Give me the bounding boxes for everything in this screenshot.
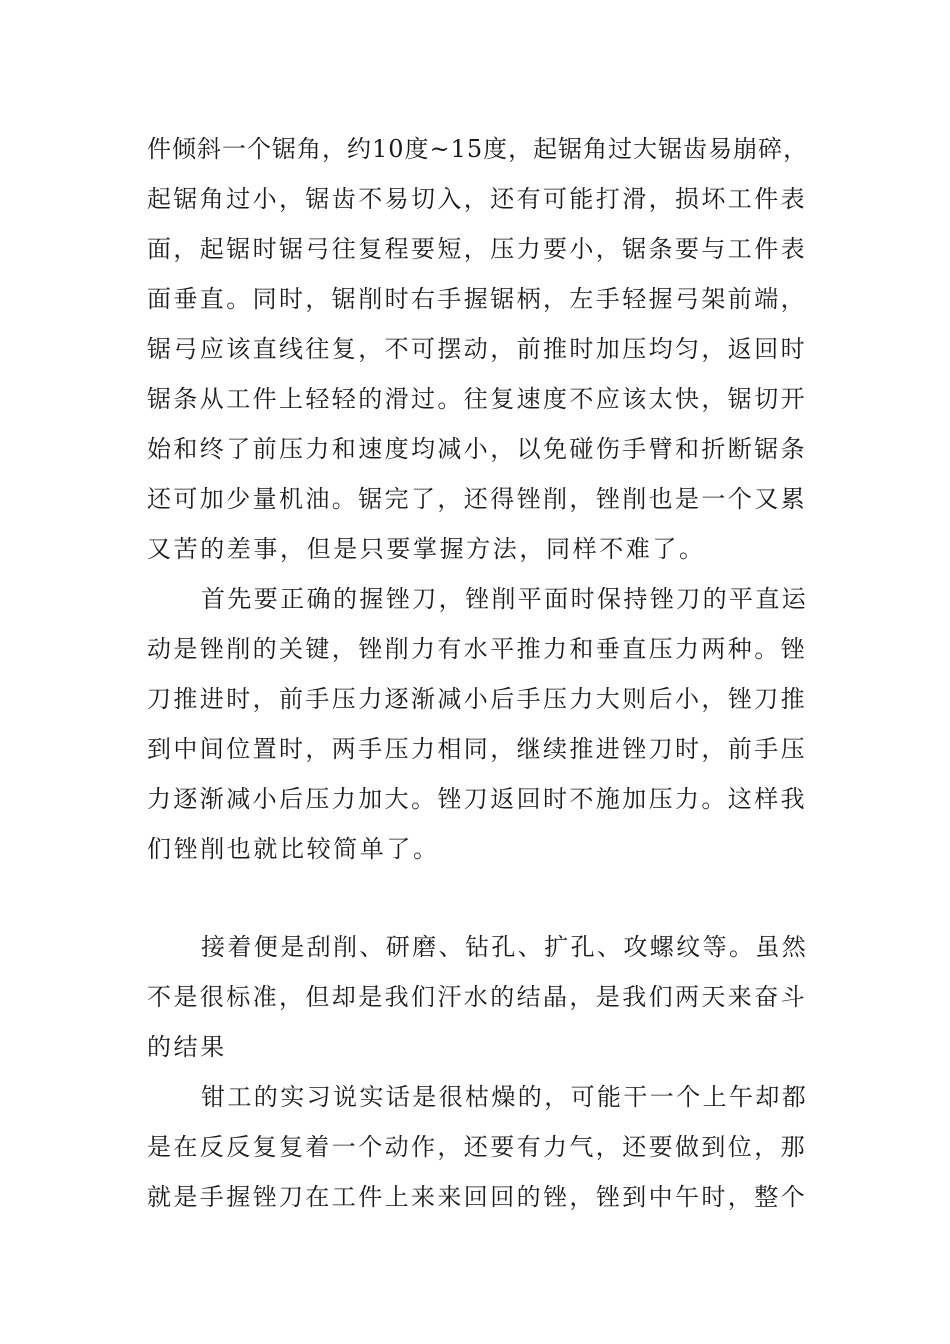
text-line: 的结果 [147, 1033, 227, 1061]
text-line: 刀推进时，前手压力逐渐减小后手压力大则后小，锉刀推 [147, 685, 807, 713]
text-line: 起锯角过小，锯齿不易切入，还有可能打滑，损坏工件表 [147, 185, 807, 213]
paragraph-first-line: 首先要正确的握锉刀，锉削平面时保持锉刀的平直运 [201, 585, 809, 613]
text-line: 到中间位置时，两手压力相同，继续推进锉刀时，前手压 [147, 735, 807, 763]
text-line: 面垂直。同时，锯削时右手握锯柄，左手轻握弓架前端， [147, 285, 807, 313]
text-line: 又苦的差事，但是只要掌握方法，同样不难了。 [147, 535, 706, 563]
text-line: 们锉削也就比较简单了。 [147, 835, 440, 863]
paragraph-first-line: 钳工的实习说实话是很枯燥的，可能干一个上午却都 [201, 1083, 809, 1111]
text-line: 不是很标准，但却是我们汗水的结晶，是我们两天来奋斗 [147, 983, 807, 1011]
text-line: 锯弓应该直线往复，不可摆动，前推时加压均匀，返回时 [147, 335, 807, 363]
text-line: 就是手握锉刀在工件上来来回回的锉，锉到中午时，整个 [147, 1183, 807, 1211]
text-line: 是在反反复复着一个动作，还要有力气，还要做到位，那 [147, 1133, 807, 1161]
text-line: 锯条从工件上轻轻的滑过。往复速度不应该太快，锯切开 [147, 385, 807, 413]
text-line: 件倾斜一个锯角，约10度~15度，起锯角过大锯齿易崩碎， [147, 135, 809, 163]
paragraph-first-line: 接着便是刮削、研磨、钻孔、扩孔、攻螺纹等。虽然 [201, 933, 809, 961]
text-line: 动是锉削的关键，锉削力有水平推力和垂直压力两种。锉 [147, 635, 807, 663]
text-line: 还可加少量机油。锯完了，还得锉削，锉削也是一个又累 [147, 485, 807, 513]
text-line: 始和终了前压力和速度均减小，以免碰伤手臂和折断锯条 [147, 435, 807, 463]
text-line: 面，起锯时锯弓往复程要短，压力要小，锯条要与工件表 [147, 235, 807, 263]
text-line: 力逐渐减小后压力加大。锉刀返回时不施加压力。这样我 [147, 785, 807, 813]
